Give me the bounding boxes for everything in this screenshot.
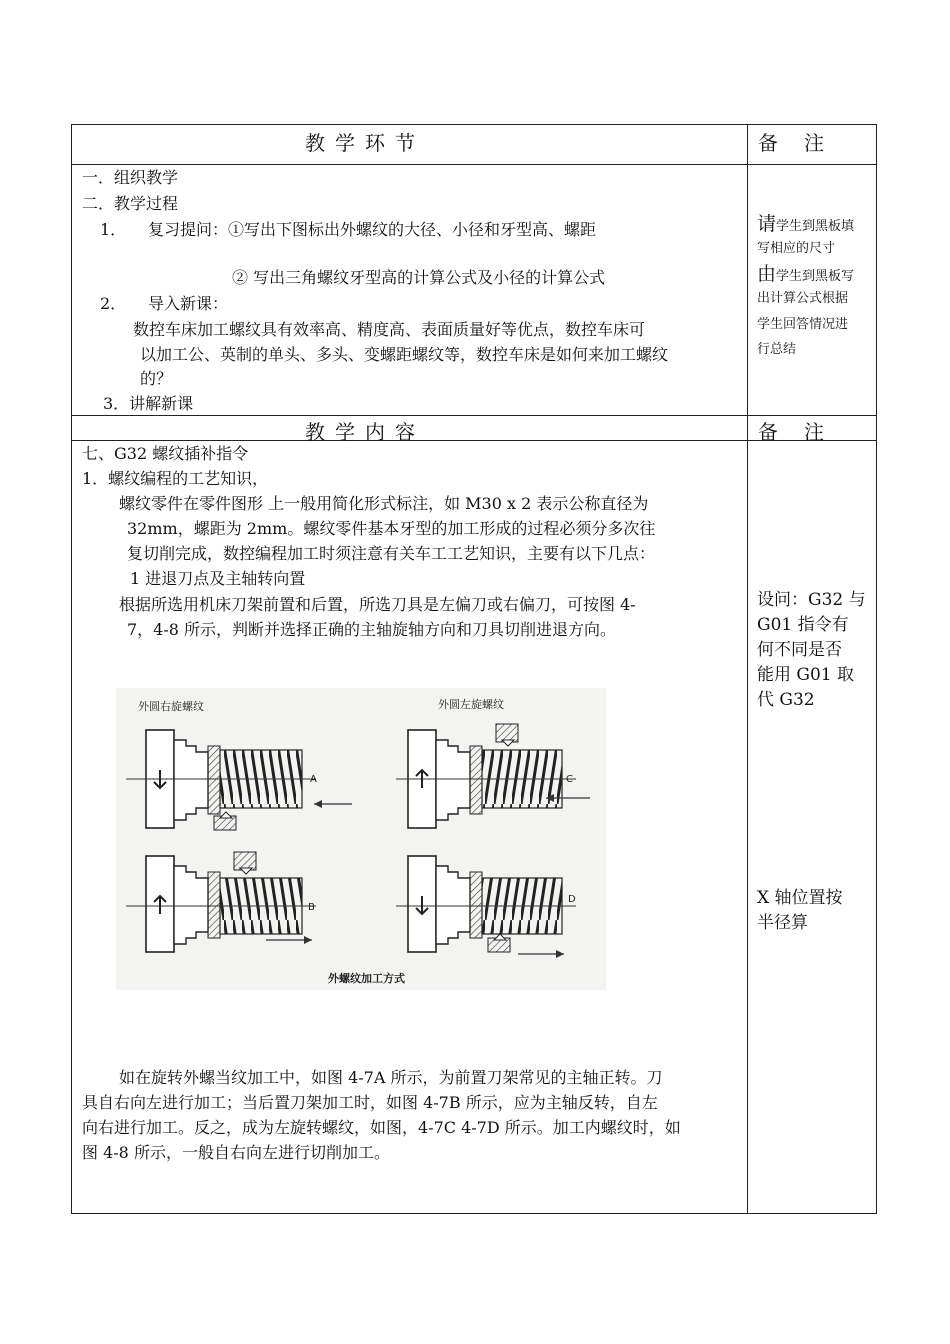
text-line: 具自右向左进行加工；当后置刀架加工时，如图 4-7B 所示，应为主轴反转，自左 bbox=[82, 1093, 658, 1112]
list-number: 1． bbox=[100, 220, 127, 239]
text-line: 图 4-8 所示，一般自右向左进行切削加工。 bbox=[82, 1143, 390, 1162]
text-line: 1 进退刀点及主轴转向置 bbox=[130, 569, 306, 588]
text-line: 向右进行加工。反之，成为左旋转螺纹，如图，4-7C 4-7D 所示。加工内螺纹时，如 bbox=[82, 1118, 681, 1137]
figure-letter-a: A bbox=[310, 774, 317, 785]
figure-letter-c: C bbox=[566, 774, 573, 785]
text-line: 一．组织教学 bbox=[82, 168, 179, 187]
note-line: 何不同是否 bbox=[757, 640, 842, 660]
figure-label-right: 外圆右旋螺纹 bbox=[138, 700, 204, 713]
note-line: 写相应的尺寸 bbox=[757, 241, 836, 256]
note-line: 代 G32 bbox=[757, 690, 815, 710]
note-initial: 请 bbox=[757, 213, 777, 235]
table-rule bbox=[72, 440, 876, 441]
figure-label-left: 外圆左旋螺纹 bbox=[438, 698, 504, 711]
section-header-main: 教学环节 bbox=[305, 131, 425, 155]
note-text: 学生到黑板写 bbox=[776, 269, 855, 284]
text-line: 复切削完成，数控编程加工时须注意有关车工工艺知识，主要有以下几点： bbox=[127, 544, 656, 563]
text-line: 导入新课： bbox=[148, 294, 229, 313]
text-line: 的？ bbox=[140, 369, 173, 388]
table-rule bbox=[72, 164, 876, 165]
text-line: 32mm，螺距为 2mm。螺纹零件基本牙型的加工形成的过程必须分多次往 bbox=[127, 519, 656, 538]
note-line: 行总结 bbox=[757, 342, 797, 357]
text-line: 1．螺纹编程的工艺知识， bbox=[82, 469, 269, 488]
note-line: 设问：G32 与 bbox=[757, 590, 866, 610]
table-column-divider bbox=[747, 125, 748, 1213]
text-line: 以加工公、英制的单头、多头、变螺距螺纹等，数控车床是如何来加工螺纹 bbox=[140, 345, 669, 364]
note-line: 半径算 bbox=[757, 913, 808, 933]
text-line: ② 写出三角螺纹牙型高的计算公式及小径的计算公式 bbox=[232, 268, 606, 287]
text-line: 复习提问：①写出下图标出外螺纹的大径、小径和牙型高、螺距 bbox=[148, 220, 597, 239]
figure-letter-b: B bbox=[308, 902, 315, 913]
figure-caption: 外螺纹加工方式 bbox=[328, 972, 405, 985]
note-text: 学生到黑板填 bbox=[776, 219, 855, 234]
text-line: 7，4-8 所示，判断并选择正确的主轴旋轴方向和刀具切削进退方向。 bbox=[127, 620, 617, 639]
section-header-main: 教学内容 bbox=[305, 420, 425, 444]
text-line: 数控车床加工螺纹具有效率高、精度高、表面质量好等优点，数控车床可 bbox=[133, 320, 646, 339]
text-line: 如在旋转外螺当纹加工中，如图 4-7A 所示，为前置刀架常见的主轴正转。刀 bbox=[119, 1068, 663, 1087]
text-line: 螺纹零件在零件图形 上一般用简化形式标注，如 M30 x 2 表示公称直径为 bbox=[119, 494, 649, 513]
thread-machining-figure bbox=[116, 688, 606, 990]
section-header-note: 备注 bbox=[758, 131, 850, 155]
section-header-note: 备注 bbox=[758, 420, 850, 444]
text-line: 根据所选用机床刀架前置和后置，所选刀具是左偏刀或右偏刀，可按图 4- bbox=[119, 595, 636, 614]
text-line: 二．教学过程 bbox=[82, 194, 179, 213]
note-line: G01 指令有 bbox=[757, 615, 849, 635]
note-line: 学生回答情况进 bbox=[757, 317, 849, 332]
note-initial: 由 bbox=[757, 263, 777, 285]
note-line: 能用 G01 取 bbox=[757, 665, 855, 685]
text-line: 七、G32 螺纹插补指令 bbox=[82, 444, 249, 463]
list-number: 2． bbox=[100, 294, 127, 313]
figure-letter-d: D bbox=[568, 894, 576, 905]
text-line: 3．讲解新课 bbox=[103, 394, 194, 413]
note-line: X 轴位置按 bbox=[757, 888, 843, 908]
note-line: 出计算公式根据 bbox=[757, 291, 849, 306]
